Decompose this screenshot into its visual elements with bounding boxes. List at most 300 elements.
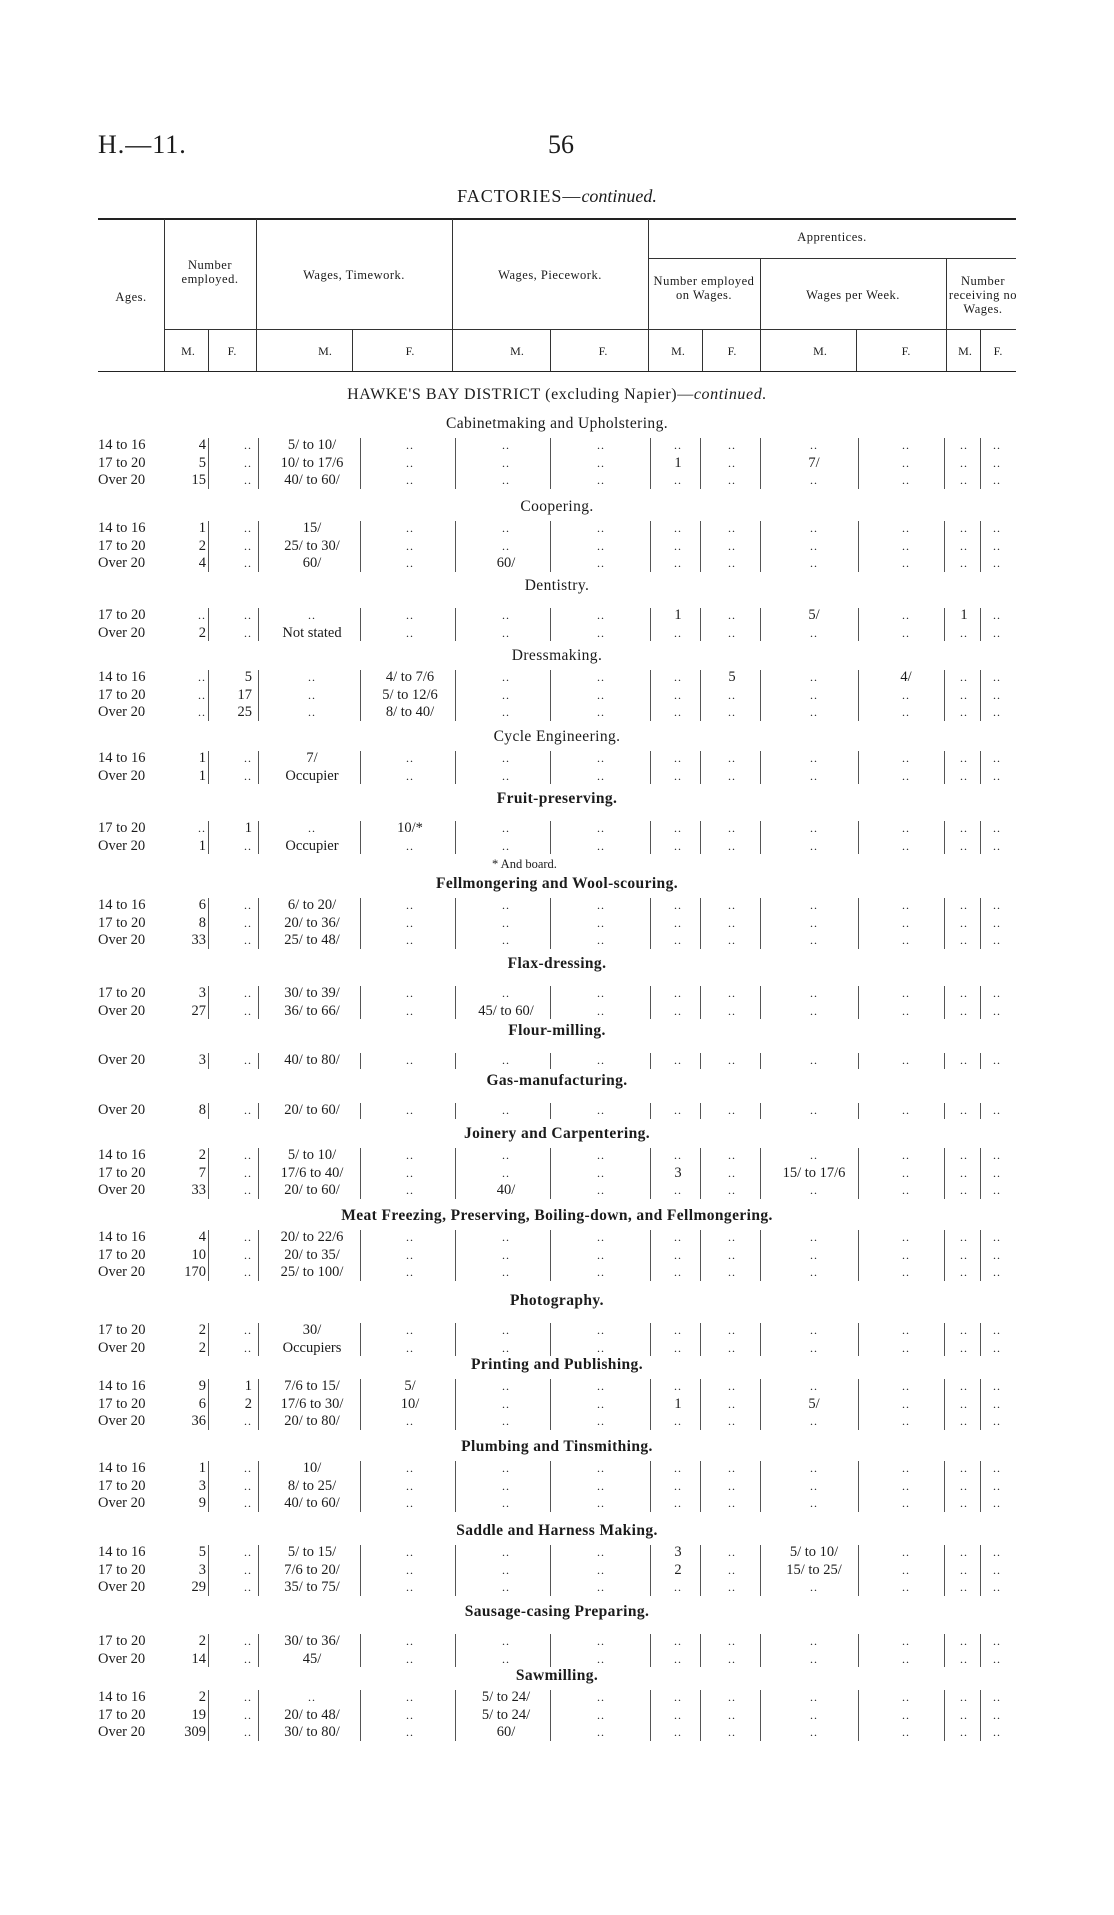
row-age: 14 to 16	[98, 1147, 146, 1163]
cell-num-f: ..	[244, 1725, 252, 1739]
cell-piece-m: ..	[502, 1580, 510, 1594]
column-rule	[980, 1690, 981, 1741]
cell-ap-f: ..	[728, 1414, 736, 1428]
cell-num-f: 5	[244, 669, 252, 685]
cell-time-f: ..	[406, 1340, 414, 1355]
cell-ap-m: ..	[674, 751, 682, 765]
cell-num-f: 1	[244, 1378, 252, 1394]
cell-ap-f: ..	[728, 1265, 736, 1279]
cell-ap-f: ..	[728, 1562, 736, 1577]
cell-nw-f: ..	[993, 1247, 1001, 1262]
cell-piece-f: ..	[597, 751, 605, 765]
row-age: 17 to 20	[98, 985, 146, 1001]
column-rule	[455, 1634, 456, 1667]
mf-divider	[208, 330, 209, 371]
cell-time-f: ..	[406, 455, 414, 470]
cell-piece-f: ..	[597, 768, 605, 783]
col-number-employed: Number employed.	[181, 258, 239, 286]
row-age: 17 to 20	[98, 1164, 146, 1181]
cell-nw-f: ..	[993, 898, 1001, 912]
cell-piece-f: ..	[597, 898, 605, 912]
cell-apw-m: 7/	[808, 454, 820, 471]
cell-time-m: 17/6 to 40/	[280, 1164, 344, 1181]
cell-apw-m: ..	[810, 521, 818, 535]
cell-num-m: 1	[198, 750, 206, 766]
cell-time-m: 17/6 to 30/	[280, 1395, 344, 1412]
column-rule	[455, 986, 456, 1019]
column-rule	[760, 986, 761, 1019]
cell-num-f: ..	[244, 1634, 252, 1648]
col-m-label: M.	[813, 344, 827, 358]
cell-piece-m: ..	[502, 898, 510, 912]
cell-nw-f: ..	[993, 1580, 1001, 1594]
section-title: Coopering.	[520, 498, 594, 515]
cell-apw-f: ..	[902, 1580, 910, 1594]
cell-piece-f: ..	[597, 1379, 605, 1393]
col-wages-piecework: Wages, Piecework.	[498, 268, 602, 282]
cell-ap-f: ..	[728, 1379, 736, 1393]
column-rule	[455, 1148, 456, 1199]
cell-time-f: ..	[406, 1562, 414, 1577]
column-rule	[980, 438, 981, 489]
column-rule	[760, 898, 761, 949]
col-ages: Ages.	[115, 290, 147, 304]
cell-ap-f: ..	[728, 1003, 736, 1018]
cell-piece-m: ..	[502, 521, 510, 535]
cell-apw-f: ..	[902, 687, 910, 702]
row-age: Over 20	[98, 1339, 146, 1356]
cell-nw-m: ..	[960, 1707, 968, 1722]
cell-num-f: ..	[244, 1562, 252, 1577]
cell-apw-f: ..	[902, 556, 910, 570]
cell-nw-m: ..	[960, 705, 968, 719]
row-age: Over 20	[98, 1413, 146, 1429]
column-rule	[550, 1230, 551, 1281]
cell-num-f: ..	[244, 1148, 252, 1162]
footnote: * And board.	[492, 857, 557, 871]
column-rule	[208, 821, 209, 854]
cell-apw-m: 5/ to 10/	[789, 1544, 839, 1560]
column-rule	[700, 1634, 701, 1667]
cell-apw-m: 15/ to 17/6	[782, 1164, 846, 1181]
cell-num-m: 8	[198, 914, 206, 931]
cell-num-m: 6	[198, 1395, 206, 1412]
cell-num-f: ..	[244, 538, 252, 553]
column-rule	[360, 1053, 361, 1069]
cell-piece-f: ..	[597, 473, 605, 487]
section-title: Cycle Engineering.	[493, 728, 621, 745]
cell-ap-f: ..	[728, 1053, 736, 1067]
cell-apw-f: ..	[902, 751, 910, 765]
row-age: 17 to 20	[98, 1322, 146, 1338]
cell-num-f: ..	[244, 1414, 252, 1428]
cell-nw-m: ..	[960, 821, 968, 835]
cell-nw-m: ..	[960, 751, 968, 765]
cell-piece-f: ..	[597, 933, 605, 947]
cell-nw-f: ..	[993, 768, 1001, 783]
cell-apw-f: ..	[902, 1247, 910, 1262]
cell-num-m: ..	[198, 705, 206, 719]
column-rule	[858, 1323, 859, 1356]
mf-divider	[980, 330, 981, 371]
cell-ap-m: ..	[674, 556, 682, 570]
apprentices-rule	[648, 258, 1016, 259]
cell-piece-m: ..	[502, 473, 510, 487]
cell-time-m: Not stated	[282, 624, 342, 641]
cell-piece-f: ..	[597, 1634, 605, 1648]
cell-ap-m: 1	[674, 1395, 682, 1412]
cell-time-m: ..	[308, 1690, 316, 1704]
cell-num-f: ..	[244, 1230, 252, 1244]
cell-time-f: ..	[406, 898, 414, 912]
cell-ap-f: ..	[728, 1651, 736, 1666]
cell-num-m: ..	[198, 821, 206, 835]
cell-nw-f: ..	[993, 625, 1001, 640]
cell-time-m: 20/ to 22/6	[280, 1229, 344, 1245]
col-wages-timework: Wages, Timework.	[303, 268, 405, 282]
column-rule	[360, 670, 361, 721]
cell-num-f: ..	[244, 625, 252, 640]
cell-num-m: ..	[198, 687, 206, 702]
column-rule	[650, 821, 651, 854]
cell-ap-f: ..	[728, 1725, 736, 1739]
cell-piece-f: ..	[597, 538, 605, 553]
cell-ap-m: ..	[674, 1725, 682, 1739]
cell-ap-m: ..	[674, 915, 682, 930]
column-rule	[360, 821, 361, 854]
cell-nw-m: ..	[960, 1003, 968, 1018]
cell-piece-m: ..	[502, 1461, 510, 1475]
cell-apw-f: ..	[902, 838, 910, 853]
column-rule	[455, 898, 456, 949]
column-rule	[700, 1103, 701, 1119]
cell-nw-m: ..	[960, 1651, 968, 1666]
cell-time-m: 7/6 to 15/	[284, 1378, 340, 1394]
column-rule	[455, 1690, 456, 1741]
cell-nw-f: ..	[993, 1725, 1001, 1739]
cell-time-m: 45/	[302, 1650, 322, 1667]
cell-apw-f: ..	[902, 1562, 910, 1577]
cell-num-m: 7	[198, 1164, 206, 1181]
cell-apw-m: ..	[810, 625, 818, 640]
cell-nw-f: ..	[993, 521, 1001, 535]
cell-ap-f: ..	[728, 1165, 736, 1180]
mf-divider	[550, 330, 551, 371]
mf-rule	[164, 329, 1016, 330]
cell-piece-f: ..	[597, 1103, 605, 1117]
column-rule	[944, 1148, 945, 1199]
section-title: Dentistry.	[524, 577, 590, 594]
cell-apw-f: ..	[902, 1183, 910, 1197]
column-rule	[550, 1461, 551, 1512]
column-rule	[258, 821, 259, 854]
cell-piece-f: ..	[597, 1148, 605, 1162]
page-title	[0, 186, 1114, 207]
cell-time-m: 20/ to 48/	[284, 1706, 340, 1723]
cell-num-f: ..	[244, 1323, 252, 1337]
header-bottom-rule	[98, 371, 1016, 372]
column-rule	[550, 1545, 551, 1596]
cell-apw-f: ..	[902, 1340, 910, 1355]
section-title: Saddle and Harness Making.	[456, 1522, 658, 1539]
cell-piece-f: ..	[597, 915, 605, 930]
row-age: 14 to 16	[98, 1689, 146, 1705]
cell-time-m: 35/ to 75/	[284, 1579, 340, 1595]
cell-piece-m: ..	[502, 1396, 510, 1411]
column-rule	[650, 1690, 651, 1741]
cell-time-m: 10/	[302, 1460, 322, 1476]
cell-piece-f: ..	[597, 1562, 605, 1577]
cell-nw-f: ..	[993, 1634, 1001, 1648]
cell-time-m: Occupiers	[282, 1339, 342, 1356]
cell-time-m: 30/ to 39/	[284, 985, 340, 1001]
header-divider	[760, 258, 761, 371]
cell-nw-f: ..	[993, 1651, 1001, 1666]
mf-divider	[352, 330, 353, 371]
cell-nw-f: ..	[993, 1053, 1001, 1067]
column-rule	[650, 608, 651, 641]
cell-time-f: ..	[406, 1323, 414, 1337]
cell-nw-m: ..	[960, 1230, 968, 1244]
cell-ap-f: ..	[728, 538, 736, 553]
cell-time-f: ..	[406, 1545, 414, 1559]
cell-num-f: ..	[244, 1707, 252, 1722]
cell-time-f: ..	[406, 1230, 414, 1244]
cell-time-f: ..	[406, 1651, 414, 1666]
cell-piece-f: ..	[597, 521, 605, 535]
column-rule	[944, 821, 945, 854]
section-title: Gas-manufacturing.	[486, 1072, 628, 1089]
cell-piece-m: ..	[502, 455, 510, 470]
cell-piece-m: ..	[502, 670, 510, 684]
cell-piece-f: ..	[597, 1461, 605, 1475]
column-rule	[700, 670, 701, 721]
column-rule	[760, 1545, 761, 1596]
cell-piece-f: ..	[597, 1725, 605, 1739]
column-rule	[360, 438, 361, 489]
cell-nw-f: ..	[993, 670, 1001, 684]
row-age: 17 to 20	[98, 1706, 146, 1723]
cell-time-m: ..	[308, 687, 316, 702]
cell-num-f: ..	[244, 1496, 252, 1510]
cell-num-m: 19	[191, 1706, 206, 1723]
column-rule	[258, 1148, 259, 1199]
cell-piece-m: ..	[502, 625, 510, 640]
cell-apw-m: ..	[810, 1323, 818, 1337]
cell-ap-m: ..	[674, 1690, 682, 1704]
cell-piece-f: ..	[597, 687, 605, 702]
cell-piece-m: ..	[502, 1148, 510, 1162]
cell-apw-m: ..	[810, 986, 818, 1000]
header-divider	[452, 219, 453, 371]
cell-apw-f: ..	[902, 521, 910, 535]
cell-num-f: ..	[244, 1247, 252, 1262]
cell-apw-m: ..	[810, 751, 818, 765]
column-rule	[700, 1148, 701, 1199]
cell-nw-f: ..	[993, 1496, 1001, 1510]
cell-num-f: ..	[244, 1651, 252, 1666]
cell-ap-m: ..	[674, 1340, 682, 1355]
column-rule	[760, 1103, 761, 1119]
cell-num-m: 1	[198, 767, 206, 784]
cell-piece-m: ..	[502, 1634, 510, 1648]
column-rule	[550, 438, 551, 489]
cell-apw-m: ..	[810, 670, 818, 684]
row-age: 14 to 16	[98, 1460, 146, 1476]
row-age: 17 to 20	[98, 454, 146, 471]
cell-apw-m: ..	[810, 1230, 818, 1244]
cell-ap-f: ..	[728, 1690, 736, 1704]
column-rule	[760, 521, 761, 572]
cell-ap-f: ..	[728, 898, 736, 912]
cell-apw-m: ..	[810, 1461, 818, 1475]
cell-ap-m: ..	[674, 821, 682, 835]
cell-time-m: 25/ to 100/	[280, 1264, 344, 1280]
column-rule	[700, 1461, 701, 1512]
column-rule	[980, 1545, 981, 1596]
cell-apw-m: ..	[810, 556, 818, 570]
column-rule	[550, 1323, 551, 1356]
column-rule	[455, 1379, 456, 1430]
cell-nw-m: ..	[960, 538, 968, 553]
cell-ap-m: 1	[674, 607, 682, 623]
column-rule	[980, 986, 981, 1019]
row-age: Over 20	[98, 1724, 146, 1740]
cell-num-f: ..	[244, 768, 252, 783]
column-rule	[760, 608, 761, 641]
cell-time-f: ..	[406, 1183, 414, 1197]
cell-ap-m: ..	[674, 1053, 682, 1067]
cell-num-m: 14	[191, 1650, 206, 1667]
column-rule	[980, 670, 981, 721]
column-rule	[944, 1545, 945, 1596]
cell-num-f: ..	[244, 1053, 252, 1067]
cell-num-f: ..	[244, 986, 252, 1000]
row-age: 17 to 20	[98, 1246, 146, 1263]
cell-ap-m: ..	[674, 538, 682, 553]
cell-ap-f: ..	[728, 1230, 736, 1244]
section-title: Printing and Publishing.	[471, 1356, 643, 1373]
cell-ap-m: 3	[674, 1544, 682, 1560]
cell-num-m: 15	[191, 472, 206, 488]
cell-apw-f: ..	[902, 455, 910, 470]
cell-nw-m: ..	[960, 1725, 968, 1739]
cell-apw-f: ..	[902, 1379, 910, 1393]
cell-piece-f: ..	[597, 1414, 605, 1428]
cell-apw-m: ..	[810, 1478, 818, 1493]
column-rule	[208, 1379, 209, 1430]
col-f-label: F.	[727, 344, 737, 358]
column-rule	[455, 1230, 456, 1281]
cell-ap-m: ..	[674, 1461, 682, 1475]
cell-num-m: 29	[191, 1579, 206, 1595]
cell-piece-m: ..	[502, 687, 510, 702]
cell-num-m: 9	[198, 1495, 206, 1511]
cell-num-m: ..	[198, 670, 206, 684]
cell-time-f: ..	[406, 1265, 414, 1279]
cell-ap-f: ..	[728, 705, 736, 719]
cell-time-m: 30/ to 80/	[284, 1724, 340, 1740]
cell-apw-f: ..	[902, 768, 910, 783]
cell-time-m: 20/ to 80/	[284, 1413, 340, 1429]
row-age: 14 to 16	[98, 750, 146, 766]
column-rule	[650, 1148, 651, 1199]
cell-apw-m: ..	[810, 838, 818, 853]
column-rule	[208, 1461, 209, 1512]
cell-piece-m: ..	[502, 538, 510, 553]
cell-time-f: ..	[406, 933, 414, 947]
section-title: Cabinetmaking and Upholstering.	[445, 415, 669, 432]
cell-ap-m: ..	[674, 1103, 682, 1117]
cell-ap-m: ..	[674, 1414, 682, 1428]
cell-piece-f: ..	[597, 986, 605, 1000]
cell-num-f: ..	[244, 1103, 252, 1117]
cell-piece-f: ..	[597, 705, 605, 719]
cell-apw-m: ..	[810, 1247, 818, 1262]
cell-apw-f: ..	[902, 1265, 910, 1279]
col-appr-number-employed: Number employed on Wages.	[653, 274, 755, 302]
column-rule	[360, 1379, 361, 1430]
cell-apw-m: ..	[810, 933, 818, 947]
cell-num-f: ..	[244, 933, 252, 947]
cell-nw-f: ..	[993, 933, 1001, 947]
column-rule	[980, 1148, 981, 1199]
column-rule	[944, 1634, 945, 1667]
column-rule	[550, 986, 551, 1019]
cell-time-f: ..	[406, 608, 414, 622]
cell-time-f: ..	[406, 1053, 414, 1067]
cell-nw-m: ..	[960, 1496, 968, 1510]
cell-num-m: 3	[198, 1477, 206, 1494]
cell-num-f: ..	[244, 455, 252, 470]
cell-nw-f: ..	[993, 986, 1001, 1000]
cell-ap-f: ..	[728, 1183, 736, 1197]
cell-num-f: ..	[244, 1340, 252, 1355]
cell-ap-m: ..	[674, 473, 682, 487]
cell-apw-m: 5/	[808, 607, 820, 623]
cell-nw-m: ..	[960, 1148, 968, 1162]
cell-piece-f: ..	[597, 821, 605, 835]
cell-nw-m: ..	[960, 1165, 968, 1180]
cell-nw-f: ..	[993, 821, 1001, 835]
column-rule	[208, 521, 209, 572]
cell-piece-m: ..	[502, 768, 510, 783]
cell-nw-m: ..	[960, 1103, 968, 1117]
column-rule	[360, 898, 361, 949]
column-rule	[700, 521, 701, 572]
cell-apw-m: ..	[810, 768, 818, 783]
column-rule	[944, 1053, 945, 1069]
cell-time-f: ..	[406, 768, 414, 783]
column-rule	[858, 1634, 859, 1667]
cell-time-f: ..	[406, 751, 414, 765]
cell-num-m: 3	[198, 1561, 206, 1578]
cell-time-m: 8/ to 25/	[287, 1477, 337, 1494]
cell-num-m: 1	[198, 837, 206, 854]
cell-apw-f: ..	[902, 1103, 910, 1117]
row-age: Over 20	[98, 1102, 146, 1118]
cell-piece-f: ..	[597, 1340, 605, 1355]
cell-nw-m: ..	[960, 915, 968, 930]
cell-ap-m: ..	[674, 1230, 682, 1244]
cell-ap-m: ..	[674, 670, 682, 684]
column-rule	[208, 1545, 209, 1596]
column-rule	[208, 1690, 209, 1741]
cell-piece-m: ..	[502, 1340, 510, 1355]
cell-apw-m: ..	[810, 1265, 818, 1279]
cell-nw-m: ..	[960, 1053, 968, 1067]
cell-piece-f: ..	[597, 1003, 605, 1018]
